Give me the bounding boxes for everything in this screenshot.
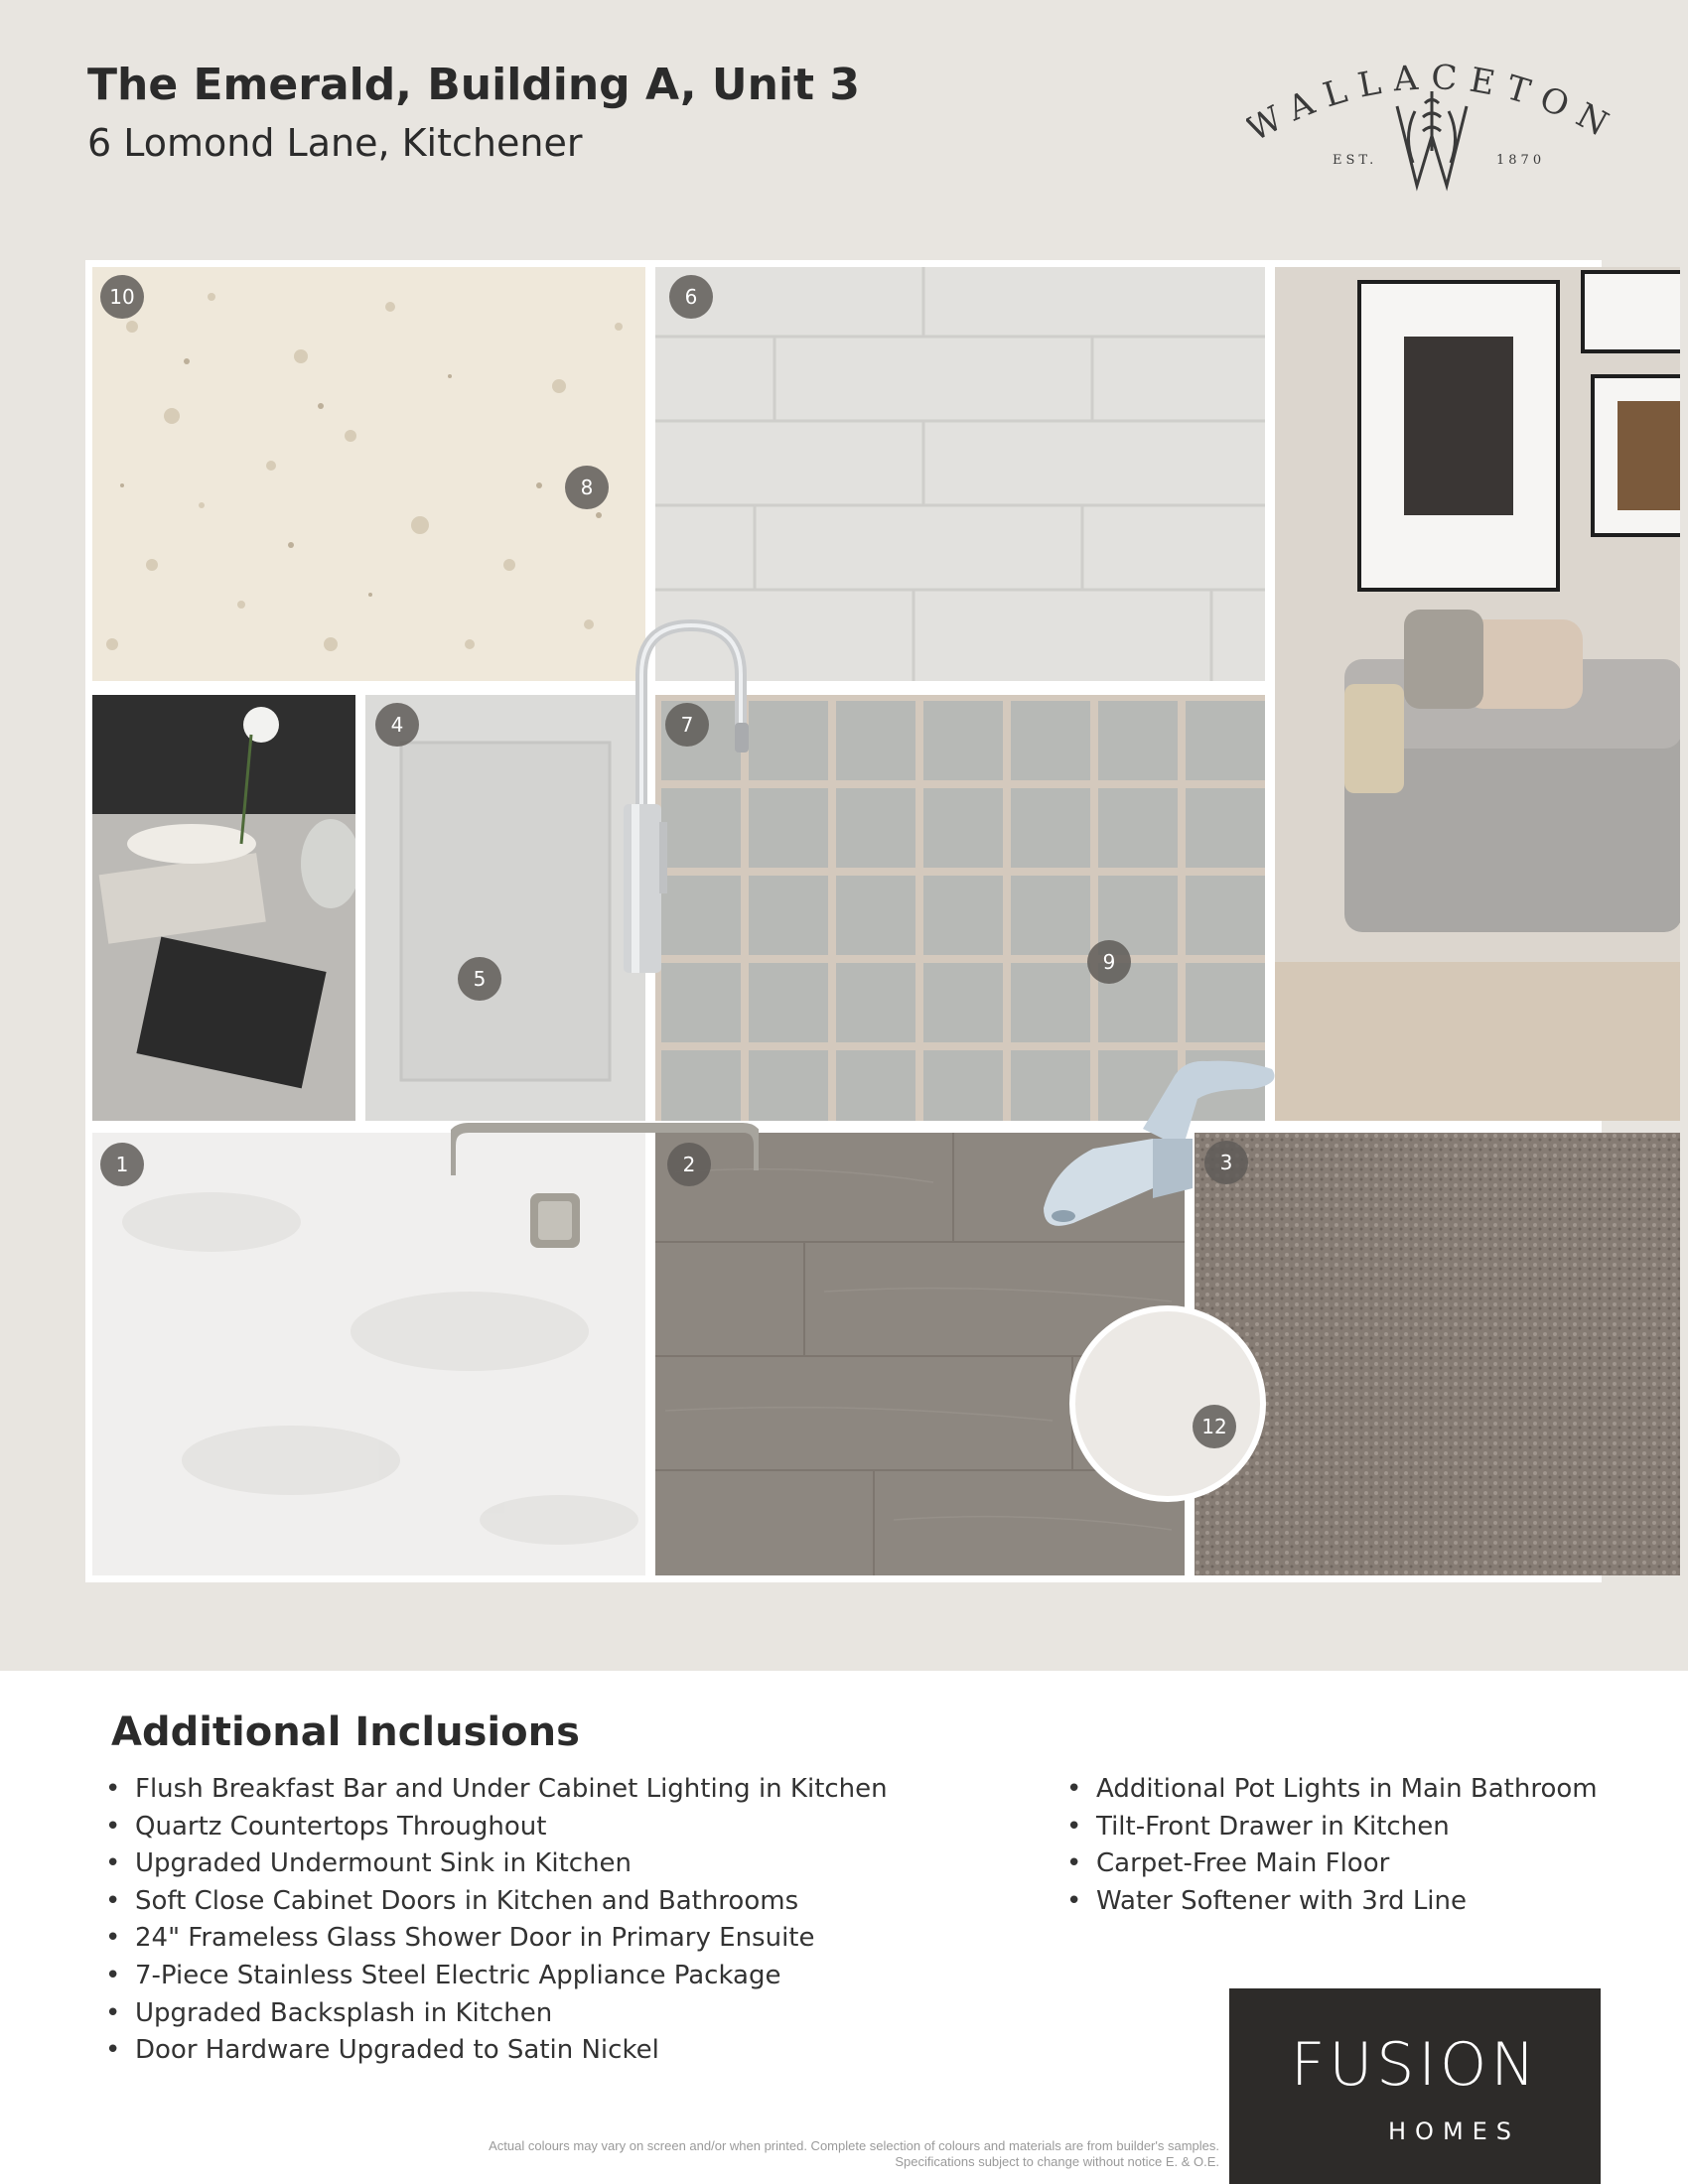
tile-number-10: 10 [100,275,144,319]
list-item: • Water Softener with 3rd Line [1066,1883,1622,1921]
brand-subname: HOMES [1388,2117,1521,2145]
wallaceton-logo [1246,52,1618,196]
brand-name: FUSION [1290,2030,1540,2100]
list-item: • Door Hardware Upgraded to Satin Nickel [105,2032,1019,2070]
paint-colour-swatch [1069,1305,1266,1502]
list-item: • Upgraded Backsplash in Kitchen [105,1995,1019,2033]
list-item: • Upgraded Undermount Sink in Kitchen [105,1845,1019,1883]
tile-number-9: 9 [1087,940,1131,984]
tile-number-8: 8 [565,466,609,509]
tile-number-3: 3 [1204,1141,1248,1184]
tile-number-2: 2 [667,1143,711,1186]
tile-number-7: 7 [665,703,709,747]
list-item: • Carpet-Free Main Floor [1066,1845,1622,1883]
logo-wordmark: ALLACETO [1282,57,1586,131]
tile-number-6: 6 [669,275,713,319]
inclusions-list-left [105,1771,1019,2070]
list-item: • Flush Breakfast Bar and Under Cabinet Lighting in Kitchen [105,1771,1019,1809]
fusion-homes-logo [1229,1988,1601,2184]
list-item: • Tilt-Front Drawer in Kitchen [1066,1809,1622,1846]
logo-year: 1870 [1496,153,1546,168]
tile-number-1: 1 [100,1143,144,1186]
list-item: • Quartz Countertops Throughout [105,1809,1019,1846]
kitchen-faucet-image [602,615,761,975]
list-item: • 24" Frameless Glass Shower Door in Primary Ensuite [105,1920,1019,1958]
disclaimer-line-1: Actual colours may vary on screen and/or when printed. Complete selection of colours and materials are from builder's samples. [489,2138,1219,2153]
coffee-table-inspiration-photo [92,695,355,1121]
bathroom-faucet-image [1034,1039,1288,1243]
disclaimer-line-2: Specifications subject to change without notice E. & O.E. [895,2154,1219,2169]
wheat-monogram-icon [1397,91,1467,186]
list-item: • Soft Close Cabinet Doors in Kitchen and Bathrooms [105,1883,1019,1921]
page-subtitle: 6 Lomond Lane, Kitchener [87,121,583,165]
additional-inclusions-heading: Additional Inclusions [111,1709,580,1755]
tile-number-12: 12 [1193,1405,1236,1448]
finish-board [85,260,1602,1582]
quartz-countertop-swatch [92,267,645,681]
list-item: • Additional Pot Lights in Main Bathroom [1066,1771,1622,1809]
tile-number-5: 5 [458,957,501,1001]
inclusions-list-right [1066,1771,1622,1920]
list-item: • 7-Piece Stainless Steel Electric Appliance Package [105,1958,1019,1995]
logo-est-label: EST. [1333,153,1378,168]
cabinet-hardware-image [451,1106,759,1255]
living-room-inspiration-photo [1275,267,1680,1121]
tile-number-4: 4 [375,703,419,747]
page-title: The Emerald, Building A, Unit 3 [87,60,860,110]
disclaimer [489,2138,1219,2170]
